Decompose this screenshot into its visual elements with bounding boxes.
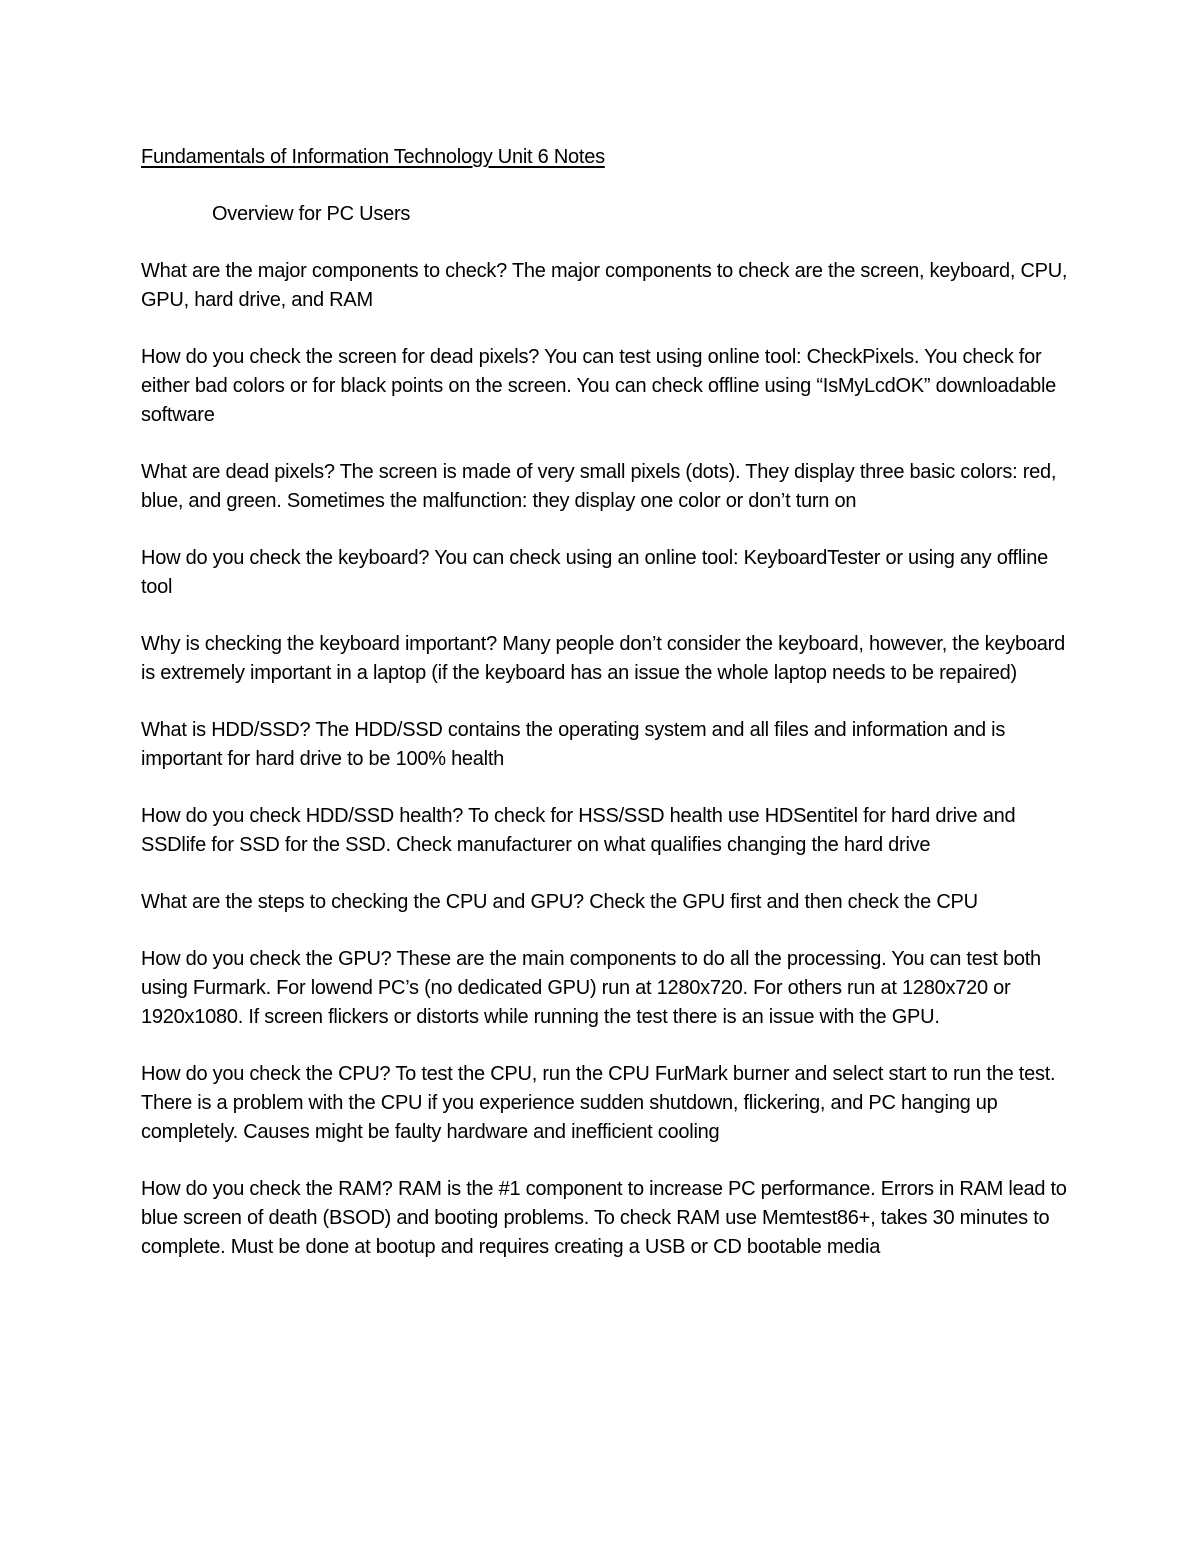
question-text: What are dead pixels? bbox=[141, 461, 335, 483]
qa-item-keyboard-importance bbox=[141, 630, 1071, 688]
question-text: How do you check the GPU? bbox=[141, 948, 392, 970]
question-text: How do you check the RAM? bbox=[141, 1178, 393, 1200]
question-text: What are the major components to check? bbox=[141, 260, 507, 282]
qa-item-major-components bbox=[141, 257, 1071, 315]
question-text: What are the steps to checking the CPU and GPU? bbox=[141, 891, 584, 913]
question-text: How do you check the screen for dead pixels? bbox=[141, 346, 540, 368]
qa-item-keyboard-check bbox=[141, 544, 1071, 602]
answer-text: RAM is the #1 component to increase PC performance. Errors in RAM lead to blue screen of death (BSOD) and booting problems. To check RAM use Memtest86+, takes 30 minutes to complete. Must be done at bootup and requires creating a USB or CD bootable media bbox=[141, 1178, 1067, 1258]
answer-text: These are the main components to do all the processing. You can test both using Furmark. For lowend PC’s (no dedicated GPU) run at 1280x720. For others run at 1280x720 or 1920x1080. If screen flickers or distorts while running the test there is an issue with the GPU. bbox=[141, 948, 1041, 1028]
document-title: Fundamentals of Information Technology Unit 6 Notes bbox=[141, 146, 605, 168]
qa-item-cpu-gpu-steps bbox=[141, 888, 1071, 917]
question-text: How do you check the CPU? bbox=[141, 1063, 391, 1085]
answer-text: You can check using an online tool: KeyboardTester or using any offline tool bbox=[141, 547, 1048, 598]
answer-text: The major components to check are the screen, keyboard, CPU, GPU, hard drive, and RAM bbox=[141, 260, 1068, 311]
document-body bbox=[141, 143, 1071, 1262]
qa-item-dead-pixel-check bbox=[141, 343, 1071, 430]
question-text: What is HDD/SSD? bbox=[141, 719, 311, 741]
qa-item-hdd-ssd bbox=[141, 716, 1071, 774]
qa-item-dead-pixels bbox=[141, 458, 1071, 516]
qa-item-hdd-ssd-health bbox=[141, 802, 1071, 860]
question-text: Why is checking the keyboard important? bbox=[141, 633, 497, 655]
qa-item-gpu-check bbox=[141, 945, 1071, 1032]
qa-item-cpu-check bbox=[141, 1060, 1071, 1147]
answer-text: Many people don’t consider the keyboard, however, the keyboard is extremely important in a laptop (if the keyboard has an issue the whole laptop needs to be repaired) bbox=[141, 633, 1065, 684]
answer-text: The screen is made of very small pixels (dots). They display three basic colors: red, blue, and green. Sometimes the malfunction: they display one color or don’t turn on bbox=[141, 461, 1057, 512]
answer-text: You can test using online tool: CheckPixels. You check for either bad colors or for black points on the screen. You can check offline using “IsMyLcdOK” downloadable software bbox=[141, 346, 1057, 426]
document-subtitle: Overview for PC Users bbox=[212, 203, 411, 225]
answer-text: To test the CPU, run the CPU FurMark burner and select start to run the test. There is a problem with the CPU if you experience sudden shutdown, flickering, and PC hanging up completely. Causes might be faulty hardware and inefficient cooling bbox=[141, 1063, 1056, 1143]
question-text: How do you check the keyboard? bbox=[141, 547, 430, 569]
answer-text: To check for HSS/SSD health use HDSentitel for hard drive and SSDlife for SSD for the SSD. Check manufacturer on what qualifies changing the hard drive bbox=[141, 805, 1016, 856]
question-text: How do you check HDD/SSD health? bbox=[141, 805, 464, 827]
qa-item-ram-check bbox=[141, 1175, 1071, 1262]
answer-text: The HDD/SSD contains the operating system and all files and information and is important for hard drive to be 100% health bbox=[141, 719, 1006, 770]
answer-text: Check the GPU first and then check the CPU bbox=[589, 891, 978, 913]
qa-list bbox=[141, 257, 1071, 1262]
